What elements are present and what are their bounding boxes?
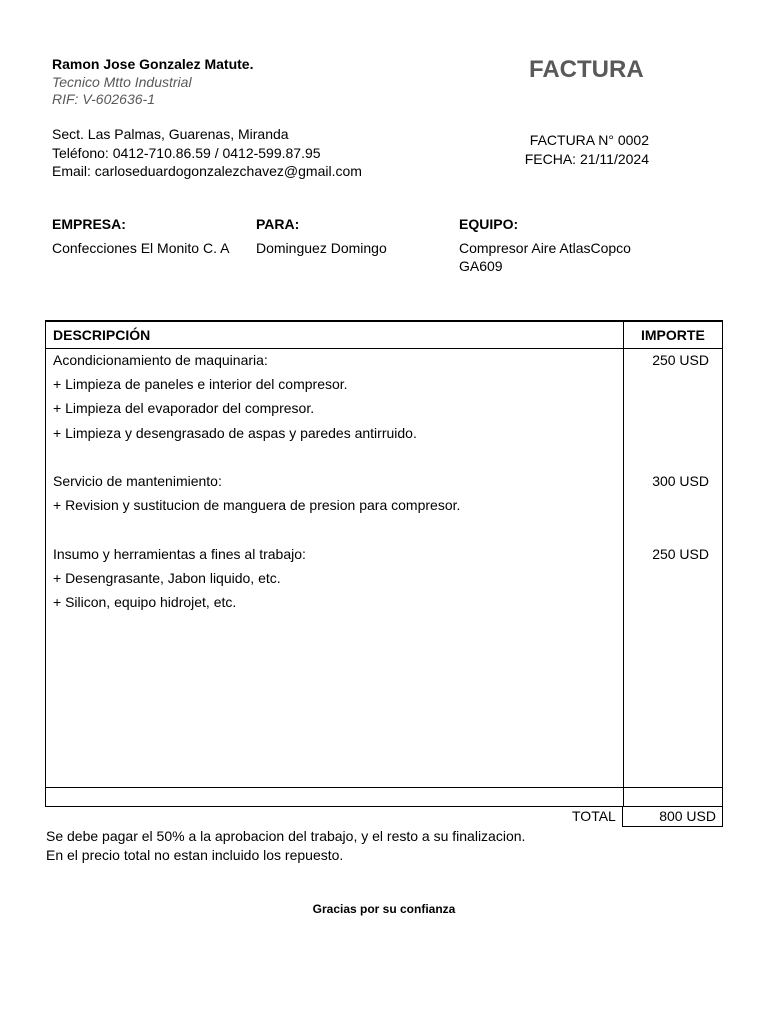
table-row-text: + Limpieza de paneles e interior del compresor. <box>53 376 348 393</box>
thank-you-message: Gracias por su confianza <box>312 902 456 916</box>
table-row-text: + Revision y sustitucion de manguera de presion para compresor. <box>53 497 461 514</box>
table-row-amount <box>624 569 709 593</box>
table-row-text <box>53 520 613 544</box>
parts-note: En el precio total no estan incluido los repuesto. <box>46 846 344 863</box>
table-bottom-rule <box>46 787 722 788</box>
client-label: PARA: <box>256 216 300 232</box>
client-value: Dominguez Domingo <box>256 240 387 256</box>
header-divider <box>46 348 722 349</box>
table-row-amount <box>624 424 709 448</box>
document-title: FACTURA <box>529 56 644 83</box>
table-row-amount <box>624 496 709 520</box>
payment-note: Se debe pagar el 50% a la aprobacion del trabajo, y el resto a su finalizacion. <box>46 828 526 844</box>
equipment-value: Compresor Aire AtlasCopco GA609 <box>459 240 631 274</box>
equipment-label: EQUIPO: <box>459 216 519 232</box>
table-row-text: Servicio de mantenimiento: <box>53 472 222 489</box>
issuer-email: Email: carloseduardogonzalezchavez@gmail.com <box>52 163 362 179</box>
table-row-text: + Silicon, equipo hidrojet, etc. <box>53 593 237 610</box>
invoice-meta <box>525 131 649 168</box>
issuer-name: Ramon Jose Gonzalez Matute. <box>52 56 254 72</box>
table-row-amount: 250 USD <box>652 545 709 562</box>
issuer-phone: Teléfono: 0412-710.86.59 / 0412-599.87.95 <box>52 144 321 161</box>
table-row-amount: 300 USD <box>652 472 709 489</box>
items-table <box>45 320 723 807</box>
table-row-amount <box>624 375 709 399</box>
total-label: TOTAL <box>572 808 616 824</box>
table-row-text: Acondicionamiento de maquinaria: <box>53 352 268 368</box>
company-label: EMPRESA: <box>52 216 126 232</box>
table-row-amount <box>624 399 709 423</box>
header-description: DESCRIPCIÓN <box>53 327 151 343</box>
table-row-text: + Desengrasante, Jabon liquido, etc. <box>53 569 281 586</box>
table-row-text: + Limpieza y desengrasado de aspas y paredes antirruido. <box>53 424 417 441</box>
table-row-text <box>53 448 613 472</box>
invoice-date: FECHA: 21/11/2024 <box>524 150 649 167</box>
total-value: 800 USD <box>622 806 723 827</box>
amount-column <box>624 351 709 617</box>
table-row-amount <box>624 593 709 617</box>
company-value: Confecciones El Monito C. A <box>52 240 230 256</box>
table-row-amount <box>624 448 709 472</box>
header-amount: IMPORTE <box>641 327 705 343</box>
issuer-address: Sect. Las Palmas, Guarenas, Miranda <box>52 126 289 142</box>
description-column <box>53 351 613 617</box>
table-row-amount <box>624 520 709 544</box>
payment-notes <box>46 827 525 864</box>
invoice-number: FACTURA N° 0002 <box>529 132 649 148</box>
table-row-text: + Limpieza del evaporador del compresor. <box>53 400 315 417</box>
issuer-contact <box>52 125 362 181</box>
table-row-amount: 250 USD <box>652 352 709 368</box>
issuer-rif: RIF: V-602636-1 <box>52 91 155 107</box>
table-row-text: Insumo y herramientas a fines al trabajo: <box>53 545 306 562</box>
issuer-role: Tecnico Mtto Industrial <box>52 74 192 90</box>
